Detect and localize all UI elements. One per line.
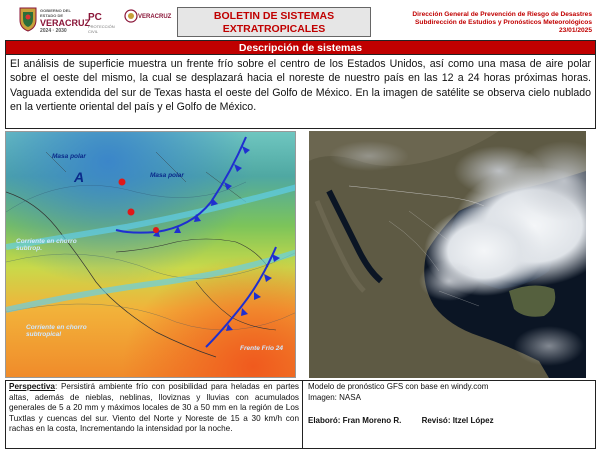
model-credit: Modelo de pronóstico GFS con base en windy.com (308, 382, 489, 391)
signatures (308, 416, 494, 427)
cold-front-label: Frente Frío 24 (240, 345, 283, 352)
bulletin-header (0, 0, 600, 40)
veracruz-logo-text: GOBIERNO DEL ESTADO DE VERACRUZ 2024 · 2030 (40, 8, 91, 34)
bulletin-date: 23/01/2025 (558, 27, 592, 34)
agency-line2: Subdirección de Estudios y Pronósticos Meteorológicos (415, 19, 592, 26)
agency-info (372, 11, 592, 35)
logos (18, 6, 172, 36)
credits-box (303, 380, 596, 449)
seal-text: VERACRUZ (138, 14, 172, 20)
elaborated-by: Elaboró: Fran Moreno R. (308, 416, 402, 425)
surface-map-graphic (6, 132, 296, 378)
polar-mass-label-2: Masa polar (150, 172, 184, 179)
veracruz-shield-logo (18, 6, 38, 32)
bulletin-title: BOLETIN DE SISTEMAS EXTRATROPICALES (177, 7, 371, 37)
description-heading: Descripción de sistemas (5, 40, 596, 55)
description-text: El análisis de superficie muestra un frente frío sobre el centro de los Estados Unidos, así como una masa de aire polar sobre el oeste del mismo, la cual se desplazará hacia el noreste de nuestro país en las 12 a 24 horas próximas horas. Vaguada extendida del sur de Texas hasta el oeste del Golfo de México. En la imagen de satélite se observa cielo nublado en la vertiente oriental del país y el Golfo de México. (5, 55, 596, 129)
jet-stream-label-1: Corriente en chorro subtrop. (16, 238, 77, 252)
perspective-box (5, 380, 303, 449)
perspective-text: : Persistirá ambiente frío con posibilidad para heladas en partes altas, además de nieblas, neblinas, lloviznas y lluvias con acumulados generales de 5 a 20 mm y máximos locales de 30 a 50 mm en la región de Los Tuxtlas y cuencas del sur. Viento del Norte y Noreste de 15 a 30 km/h con rachas en la costa, Incrementando la intensidad por la noche. (9, 382, 299, 434)
pc-logo: PC (88, 12, 102, 23)
polar-mass-label-1: Masa polar (52, 153, 86, 160)
agency-line1: Dirección General de Prevención de Riesgo de Desastres (412, 11, 592, 18)
reviewed-by: Revisó: Itzel López (421, 416, 494, 425)
high-pressure-label: A (74, 169, 85, 185)
seal-icon (124, 9, 138, 23)
satellite-graphic (309, 131, 586, 378)
pc-logo-sub: PROTECCIÓN CIVIL (88, 24, 115, 34)
image-credit: Imagen: NASA (308, 392, 361, 402)
surface-analysis-map (5, 131, 296, 378)
satellite-image (309, 131, 586, 378)
perspective-title: Perspectiva (9, 382, 55, 391)
jet-stream-label-2: Corriente en chorro subtropical (26, 324, 87, 338)
